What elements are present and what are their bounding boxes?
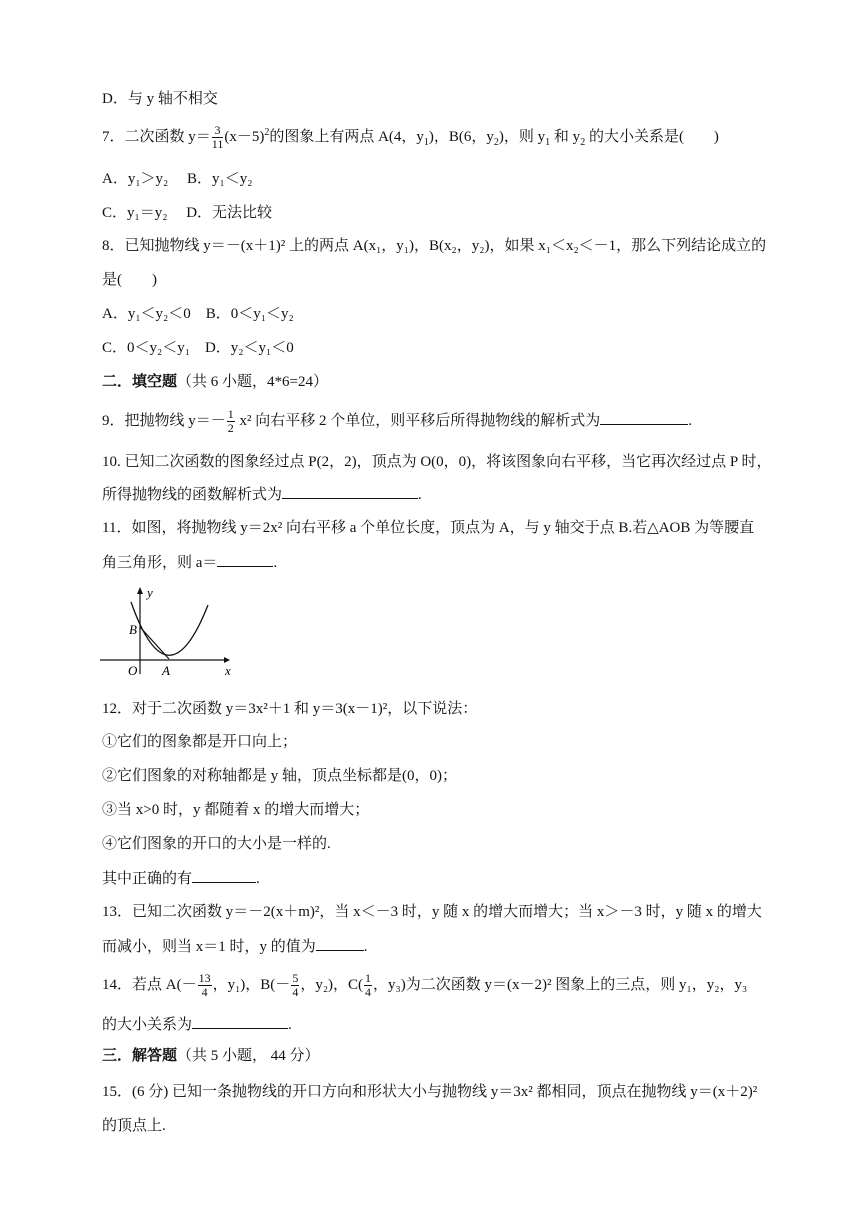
q6-option-d: D．与 y 轴不相交 bbox=[102, 91, 218, 107]
q11-answer-blank bbox=[217, 552, 273, 567]
q10-answer-blank bbox=[282, 484, 418, 499]
q12-answer-line: 其中正确的有 . bbox=[102, 868, 260, 889]
section-3-heading: 三．解答题（共 5 小题， 44 分） bbox=[102, 1048, 320, 1064]
q13-stem-line1: 13．已知二次函数 y＝－2(x＋m)²，当 x＜－3 时，y 随 x 的增大而增大；当 x＞－3 时，y 随 x 的增大 bbox=[102, 904, 762, 920]
q9-fraction: $\frac{1}{2}$ bbox=[227, 407, 234, 435]
q8-stem-line1: 8．已知抛物线 y＝－(x＋1)² 上的两点 A(x₁，y₁)，B(x₂，y₂)，如果 x₁＜x₂＜－1，那么下列结论成立的 bbox=[102, 238, 767, 254]
q12-statement-1: ①它们的图象都是开口向上； bbox=[102, 734, 298, 750]
q9-stem: 9．把抛物线 y＝－ $\frac{1}{2}$ x² 向右平移 2 个单位，则平移后所得抛物线的解析式为 . bbox=[102, 407, 693, 435]
q14-stem-line1: 14．若点 A(－ $\frac{13}{4}$ ，y₁)，B(－ $\frac{5}{4}$ ，y₂)，C( $\frac{1}{4}$ ，y₃)为二次函数 y＝(x－2)² 图象上的三点，则 y₁，y₂，y₃ bbox=[102, 971, 748, 999]
q14-answer-blank bbox=[192, 1014, 288, 1029]
q12-statement-4: ④它们图象的开口的大小是一样的. bbox=[102, 836, 331, 852]
fig-label-y: y bbox=[147, 585, 153, 600]
q12-statement-2: ②它们图象的对称轴都是 y 轴，顶点坐标都是(0，0)； bbox=[102, 768, 457, 784]
fig-label-a: A bbox=[162, 663, 170, 678]
q8-stem-line2: 是( ) bbox=[102, 272, 157, 288]
q11-stem-line2: 角三角形，则 a＝ . bbox=[102, 552, 277, 573]
q7-fraction: $\frac{3}{11}$ bbox=[211, 123, 224, 151]
q8-options-cd: C．0＜y₂＜y₁ D．y₂＜y₁＜0 bbox=[102, 340, 294, 356]
fig-label-x: x bbox=[225, 663, 231, 678]
q7-options-ab: A．y₁＞y₂ B．y₁＜y₂ bbox=[102, 171, 253, 187]
q12-stem: 12．对于二次函数 y＝3x²＋1 和 y＝3(x－1)²，以下说法： bbox=[102, 701, 478, 717]
q13-answer-blank bbox=[316, 936, 364, 951]
q7-options-cd: C．y₁＝y₂ D．无法比较 bbox=[102, 205, 273, 221]
q8-options-ab: A．y₁＜y₂＜0 B．0＜y₁＜y₂ bbox=[102, 306, 294, 322]
q15-stem-line2: 的顶点上. bbox=[102, 1118, 166, 1134]
q12-answer-blank bbox=[192, 868, 256, 883]
fig-label-o: O bbox=[128, 663, 138, 678]
q15-stem-line1: 15．(6 分) 已知一条抛物线的开口方向和形状大小与抛物线 y＝3x² 都相同，顶点在抛物线 y＝(x＋2)² bbox=[102, 1084, 758, 1100]
fig-label-b: B bbox=[129, 622, 137, 637]
q13-stem-line2: 而减小，则当 x＝1 时，y 的值为 . bbox=[102, 936, 368, 957]
section-2-heading: 二．填空题（共 6 小题，4*6=24） bbox=[102, 374, 328, 390]
q7-stem: 7．二次函数 y＝ $\frac{3}{11}$ $(x-5)^2$的图象上有两点 A(4，$y_1$)，B(6，$y_2$)，则 $y_1$ 和 $y_2$ 的大小关系是( ) bbox=[102, 123, 719, 151]
q11-stem-line1: 11．如图，将抛物线 y＝2x² 向右平移 a 个单位长度，顶点为 A，与 y 轴交于点 B.若△AOB 为等腰直 bbox=[102, 520, 755, 536]
q10-stem-line2: 所得抛物线的函数解析式为 . bbox=[102, 484, 422, 505]
q9-answer-blank bbox=[600, 410, 688, 425]
q10-stem-line1: 10. 已知二次函数的图象经过点 P(2，2)，顶点为 O(0，0)，将该图象向右平移，当它再次经过点 P 时， bbox=[102, 454, 772, 470]
q14-stem-line2: 的大小关系为 . bbox=[102, 1014, 292, 1035]
q12-statement-3: ③当 x>0 时，y 都随着 x 的增大而增大； bbox=[102, 802, 370, 818]
q11-parabola-figure bbox=[96, 582, 236, 678]
